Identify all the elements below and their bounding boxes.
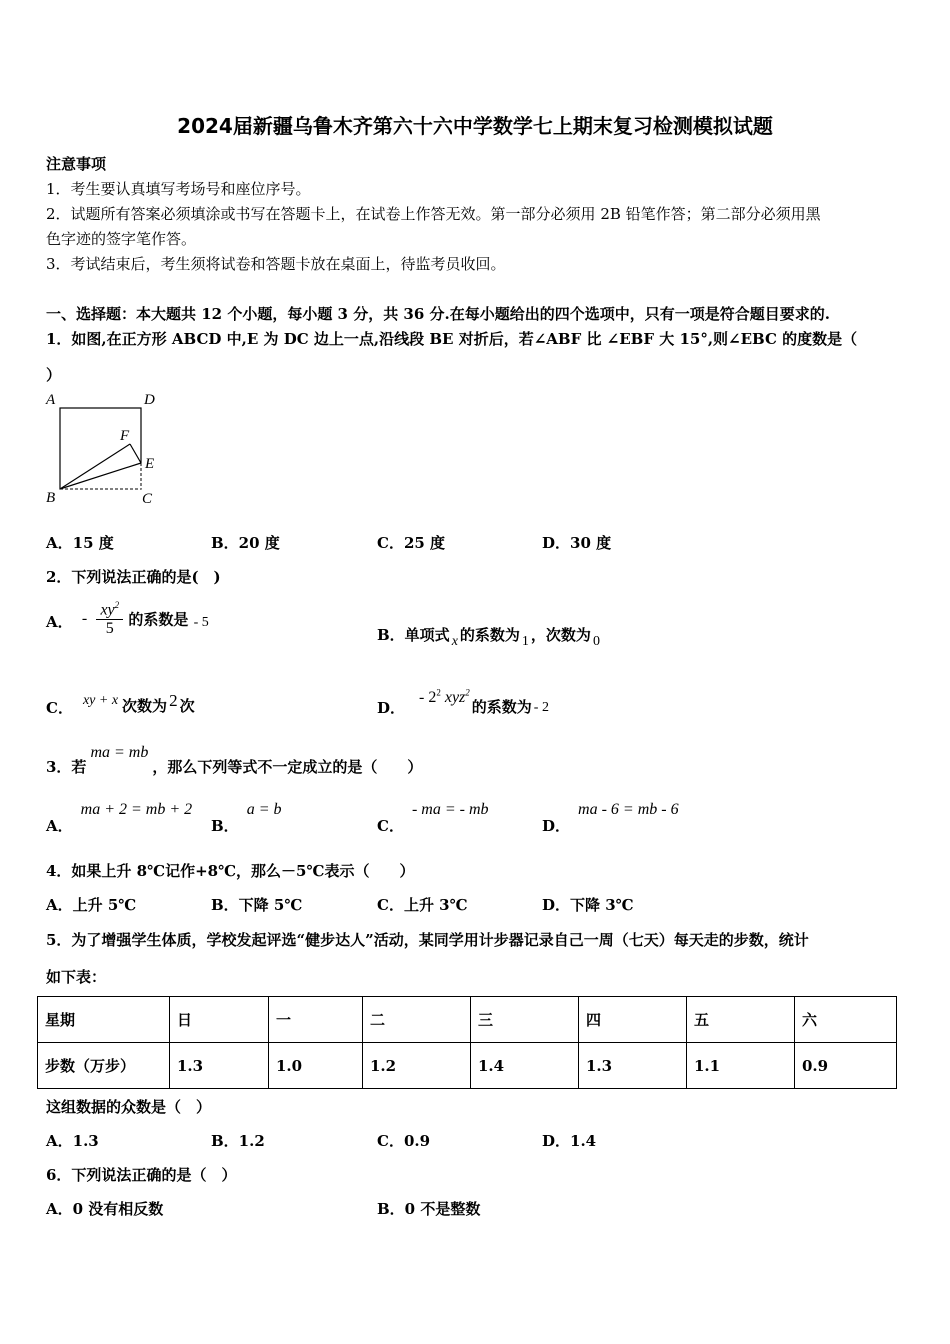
notice-item: 3．考试结束后，考生须将试卷和答题卡放在桌面上，待监考员收回。	[46, 255, 506, 273]
table-cell: 四	[579, 997, 687, 1043]
q6-option-b[interactable]: B．0 不是整数	[377, 1200, 481, 1218]
line-be	[60, 463, 141, 489]
notice-heading: 注意事项	[46, 155, 107, 173]
q2-option-b[interactable]	[377, 624, 602, 649]
q2-d-pre: - $2^2$	[419, 687, 441, 706]
q1-option-b[interactable]: B．20 度	[211, 534, 280, 552]
q1-stem-end: ）	[46, 366, 62, 384]
table-cell: 六	[795, 997, 897, 1043]
q5-option-b[interactable]: B．1.2	[211, 1132, 265, 1150]
q2-d-label: D．	[377, 699, 406, 717]
q2-stem: 2．下列说法正确的是( )	[46, 568, 221, 586]
q2-b-var: x	[451, 634, 458, 649]
q4-option-d[interactable]: D．下降 3℃	[542, 896, 634, 914]
table-cell: 1.2	[363, 1043, 471, 1089]
table-cell: 日	[170, 997, 269, 1043]
page-title: 2024届新疆乌鲁木齐第六十六中学数学七上期末复习检测模拟试题	[177, 114, 773, 138]
table-cell: 1.3	[170, 1043, 269, 1089]
q3-option-d[interactable]: D．ma - 6 = mb - 6	[542, 801, 679, 835]
q2-a-fraction: $\frac{xy^2}{5}$	[96, 600, 123, 638]
line-bf	[60, 444, 130, 489]
label-d: D	[144, 392, 155, 408]
q5-stem-line1: 5．为了增强学生体质，学校发起评选“健步达人”活动，某同学用计步器记录自己一周（七天）每天走的步数，统计	[46, 931, 809, 949]
q2-b-text1: 的系数为	[459, 626, 520, 644]
q2-d-text: 的系数为	[471, 698, 532, 716]
q2-c-label: C．	[46, 699, 73, 717]
q2-a-minus: -	[81, 610, 88, 628]
notice-item: 2．试题所有答案必须填涂或书写在答题卡上，在试卷上作答无效。第一部分必须用 2B 铅笔作答；第二部分必须用黑	[46, 205, 821, 223]
q5-option-a[interactable]: A．1.3	[46, 1132, 99, 1150]
q2-option-d[interactable]	[377, 686, 549, 717]
table-cell: 三	[471, 997, 579, 1043]
table-cell: 星期	[38, 997, 170, 1043]
q2-option-c[interactable]	[46, 690, 195, 717]
q3-stem: 3．若ma = mb，那么下列等式不一定成立的是（ ）	[46, 744, 423, 776]
q4-option-a[interactable]: A．上升 5℃	[46, 896, 137, 914]
table-cell: 1.0	[269, 1043, 363, 1089]
q2-c-text1: 次数为	[122, 697, 168, 715]
q4-option-b[interactable]: B．下降 5℃	[211, 896, 303, 914]
table-cell: 1.1	[687, 1043, 795, 1089]
q2-c-val: 2	[169, 691, 178, 710]
q6-stem: 6．下列说法正确的是（ ）	[46, 1166, 237, 1184]
q2-a-text: 的系数是	[128, 610, 189, 629]
q3-option-c[interactable]: C．- ma = - mb	[377, 801, 489, 835]
q2-d-val: - 2	[533, 700, 549, 715]
q2-c-expr: xy + x	[82, 693, 119, 708]
table-cell: 步数（万步）	[38, 1043, 170, 1089]
section-heading: 一、选择题：本大题共 12 个小题，每小题 3 分，共 36 分.在每小题给出的四个选项中，只有一项是符合题目要求的.	[46, 305, 830, 323]
q2-option-a[interactable]	[46, 600, 209, 638]
square-abcd	[60, 408, 141, 489]
table-cell: 0.9	[795, 1043, 897, 1089]
q1-option-c[interactable]: C．25 度	[377, 534, 446, 552]
q1-option-d[interactable]: D．30 度	[542, 534, 612, 552]
line-fe	[130, 444, 141, 463]
q1-stem: 1．如图,在正方形 ABCD 中,E 为 DC 边上一点,沿线段 BE 对折后，若∠ABF 比 ∠EBF 大 15°,则∠EBC 的度数是（	[46, 330, 858, 348]
q2-c-text2: 次	[179, 697, 195, 715]
q2-b-label: B．单项式	[377, 626, 450, 644]
notice-item: 1．考生要认真填写考场号和座位序号。	[46, 180, 311, 198]
table-cell: 五	[687, 997, 795, 1043]
table-cell: 1.3	[579, 1043, 687, 1089]
q3-option-a[interactable]: A．ma + 2 = mb + 2	[46, 801, 193, 835]
q3-stem-math: ma = mb	[90, 744, 149, 761]
q4-option-c[interactable]: C．上升 3℃	[377, 896, 468, 914]
q1-option-a[interactable]: A．15 度	[46, 534, 114, 552]
q5-option-c[interactable]: C．0.9	[377, 1132, 431, 1150]
q2-b-val2: 0	[592, 634, 600, 649]
label-a: A	[46, 392, 56, 408]
notice-item: 色字迹的签字笔作答。	[46, 230, 197, 248]
q2-a-value: - 5	[193, 615, 209, 631]
q5-stem-line2: 如下表：	[46, 968, 107, 986]
q2-a-label: A．	[46, 612, 73, 631]
table-row	[38, 997, 897, 1043]
table-cell: 1.4	[471, 1043, 579, 1089]
q6-option-a[interactable]: A．0 没有相反数	[46, 1200, 164, 1218]
label-c: C	[142, 491, 153, 507]
q5-question: 这组数据的众数是（ ）	[46, 1098, 212, 1116]
q5-option-d[interactable]: D．1.4	[542, 1132, 597, 1150]
q1-figure	[40, 388, 170, 508]
table-cell: 一	[269, 997, 363, 1043]
label-f: F	[120, 428, 130, 444]
table-cell: 二	[363, 997, 471, 1043]
q3-option-b[interactable]: B．a = b	[211, 801, 282, 835]
steps-table	[37, 996, 897, 1089]
q2-d-var: xyz$^2$	[444, 687, 470, 706]
q2-b-val1: 1	[521, 634, 529, 649]
label-e: E	[145, 456, 155, 472]
q4-stem: 4．如果上升 8℃记作+8℃，那么－5℃表示（ ）	[46, 862, 415, 880]
label-b: B	[46, 490, 56, 506]
q2-b-text2: ，次数为	[530, 626, 591, 644]
table-row	[38, 1043, 897, 1089]
